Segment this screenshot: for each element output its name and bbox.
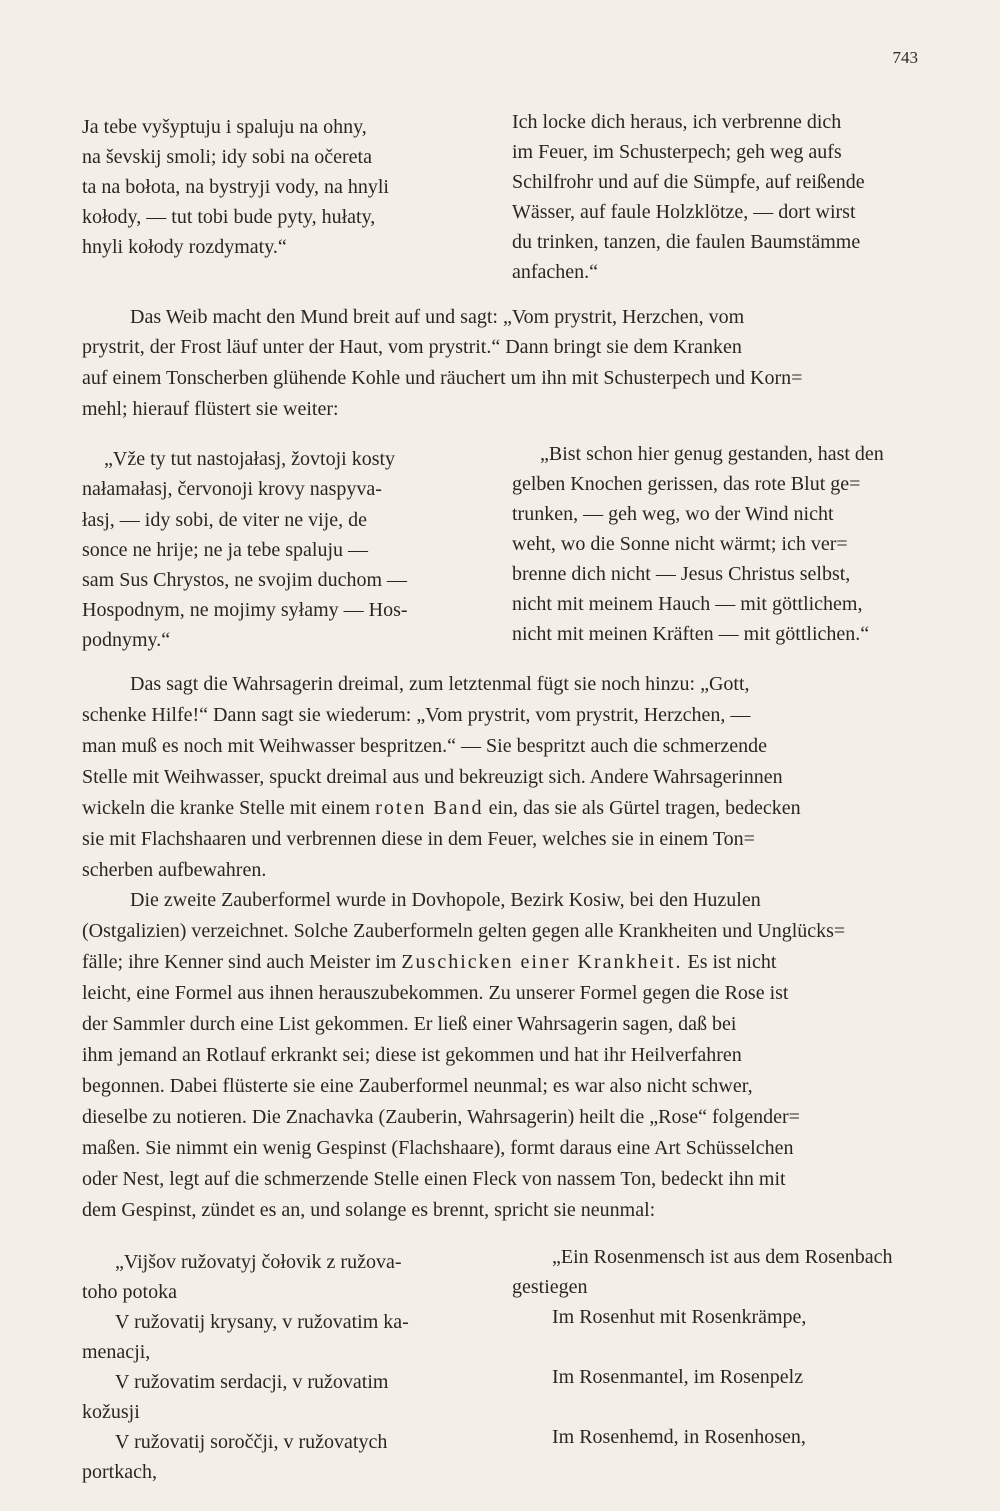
translation-line-right: Ich locke dich heraus, ich verbrenne dich <box>512 111 842 133</box>
translation-line-right: „Ein Rosenmensch ist aus dem Rosenbach <box>552 1246 893 1268</box>
verse-line-left: łasj, — idy sobi, de viter ne vije, de <box>82 509 367 531</box>
paragraph-line: maßen. Sie nimmt ein wenig Gespinst (Flachshaare), formt daraus eine Art Schüsselchen <box>82 1137 794 1159</box>
paragraph-line: der Sammler durch eine List gekommen. Er ließ einer Wahrsagerin sagen, daß bei <box>82 1013 737 1035</box>
paragraph-line: ihm jemand an Rotlauf erkrankt sei; diese ist gekommen und hat ihr Heilverfahren <box>82 1044 742 1066</box>
translation-line-right: Im Rosenmantel, im Rosenpelz <box>552 1366 804 1388</box>
paragraph-line: Stelle mit Weihwasser, spuckt dreimal aus und bekreuzigt sich. Andere Wahrsagerinnen <box>82 766 783 788</box>
paragraph-line: prystrit, der Frost läuf unter der Haut, vom prystrit.“ Dann bringt sie dem Kranken <box>82 336 742 358</box>
paragraph-line: Die zweite Zauberformel wurde in Dovhopole, Bezirk Kosiw, bei den Huzulen <box>130 889 761 911</box>
translation-line-right: Wässer, auf faule Holzklötze, — dort wirst <box>512 201 856 223</box>
verse-line-left: menacji, <box>82 1341 151 1363</box>
translation-line-right: im Feuer, im Schusterpech; geh weg aufs <box>512 141 842 163</box>
translation-line-right: gestiegen <box>512 1276 588 1298</box>
translation-line-right: anfachen.“ <box>512 261 599 283</box>
verse-line-left: ta na bołota, na bystryji vody, na hnyli <box>82 176 389 198</box>
paragraph-line: begonnen. Dabei flüsterte sie eine Zauberformel neunmal; es war also nicht schwer, <box>82 1075 753 1097</box>
page-number: 743 <box>892 48 918 67</box>
paragraph-line: schenke Hilfe!“ Dann sagt sie wiederum: „Vom prystrit, vom prystrit, Herzchen, — <box>82 704 751 726</box>
paragraph-line: Das sagt die Wahrsagerin dreimal, zum letztenmal fügt sie noch hinzu: „Gott, <box>130 673 750 695</box>
verse-line-left: sam Sus Chrystos, ne svojim duchom — <box>82 569 408 591</box>
translation-line-right: nicht mit meinen Kräften — mit göttlichen.“ <box>512 623 870 645</box>
paragraph-line: man muß es noch mit Weihwasser bespritzen.“ — Sie bespritzt auch die schmerzende <box>82 735 768 757</box>
translation-line-right: Schilfrohr und auf die Sümpfe, auf reißende <box>512 171 865 193</box>
verse-line-left: portkach, <box>82 1461 157 1483</box>
translation-line-right: du trinken, tanzen, die faulen Baumstämme <box>512 231 861 253</box>
paragraph-line: dieselbe zu notieren. Die Znachavka (Zauberin, Wahrsagerin) heilt die „Rose“ folgender= <box>82 1106 800 1128</box>
paragraph-line: auf einem Tonscherben glühende Kohle und räuchert um ihn mit Schusterpech und Korn= <box>82 367 803 389</box>
paragraph-text: Es ist nicht <box>687 951 777 973</box>
emphasized-text: Zuschicken einer Krankheit. <box>401 951 683 973</box>
verse-line-left: „Vijšov ružovatyj čołovik z ružova- <box>115 1251 402 1273</box>
verse-line-left: Hospodnym, ne mojimy syłamy — Hos- <box>82 599 408 621</box>
translation-line-right: nicht mit meinem Hauch — mit göttlichem, <box>512 593 863 615</box>
paragraph-text: ein, das sie als Gürtel tragen, bedecken <box>488 797 801 819</box>
paragraph-line: mehl; hierauf flüstert sie weiter: <box>82 398 339 420</box>
verse-line-left: kožusji <box>82 1401 140 1423</box>
paragraph-line: leicht, eine Formel aus ihnen herauszubekommen. Zu unserer Formel gegen die Rose ist <box>82 982 789 1004</box>
paragraph-line: (Ostgalizien) verzeichnet. Solche Zauberformeln gelten gegen alle Krankheiten und Unglücks= <box>82 920 846 942</box>
translation-line-right: „Bist schon hier genug gestanden, hast den <box>540 443 884 465</box>
verse-line-left: nałamałasj, červonoji krovy naspyva- <box>82 478 382 500</box>
paragraph-text: fälle; ihre Kenner sind auch Meister im <box>82 951 397 973</box>
paragraph-text: wickeln die kranke Stelle mit einem <box>82 797 371 819</box>
emphasized-text: roten Band <box>375 797 484 819</box>
verse-line-left: V ružovatij soroččji, v ružovatych <box>115 1431 388 1453</box>
verse-line-left: kołody, — tut tobi bude pyty, hułaty, <box>82 206 376 228</box>
verse-line-left: V ružovatim serdacji, v ružovatim <box>115 1371 389 1393</box>
paragraph-line: sie mit Flachshaaren und verbrennen diese in dem Feuer, welches sie in einem Ton= <box>82 828 755 850</box>
translation-line-right: weht, wo die Sonne nicht wärmt; ich ver= <box>512 533 848 555</box>
verse-line-left: hnyli kołody rozdymaty.“ <box>82 236 287 258</box>
translation-line-right: gelben Knochen gerissen, das rote Blut ge= <box>512 473 861 495</box>
translation-line-right: Im Rosenhut mit Rosenkrämpe, <box>552 1306 807 1328</box>
verse-line-left: toho potoka <box>82 1281 177 1303</box>
verse-line-left: „Vže ty tut nastojałasj, žovtoji kosty <box>104 448 396 470</box>
paragraph-line: oder Nest, legt auf die schmerzende Stelle einen Fleck von nassem Ton, bedeckt ihn mit <box>82 1168 786 1190</box>
paragraph-line: dem Gespinst, zündet es an, und solange es brennt, spricht sie neunmal: <box>82 1199 656 1221</box>
paragraph-line <box>82 952 776 972</box>
translation-line-right: brenne dich nicht — Jesus Christus selbst, <box>512 563 851 585</box>
verse-line-left: V ružovatij krysany, v ružovatim ka- <box>115 1311 409 1333</box>
paragraph-line <box>82 798 801 818</box>
verse-line-left: na ševskij smoli; idy sobi na očereta <box>82 146 372 168</box>
translation-line-right: Im Rosenhemd, in Rosenhosen, <box>552 1426 806 1448</box>
verse-line-left: podnymy.“ <box>82 629 171 651</box>
paragraph-line: Das Weib macht den Mund breit auf und sagt: „Vom prystrit, Herzchen, vom <box>130 306 745 328</box>
verse-line-left: sonce ne hrije; ne ja tebe spaluju — <box>82 539 369 561</box>
paragraph-line: scherben aufbewahren. <box>82 859 267 881</box>
verse-line-left: Ja tebe vyšyptuju i spaluju na ohny, <box>82 116 367 138</box>
translation-line-right: trunken, — geh weg, wo der Wind nicht <box>512 503 834 525</box>
